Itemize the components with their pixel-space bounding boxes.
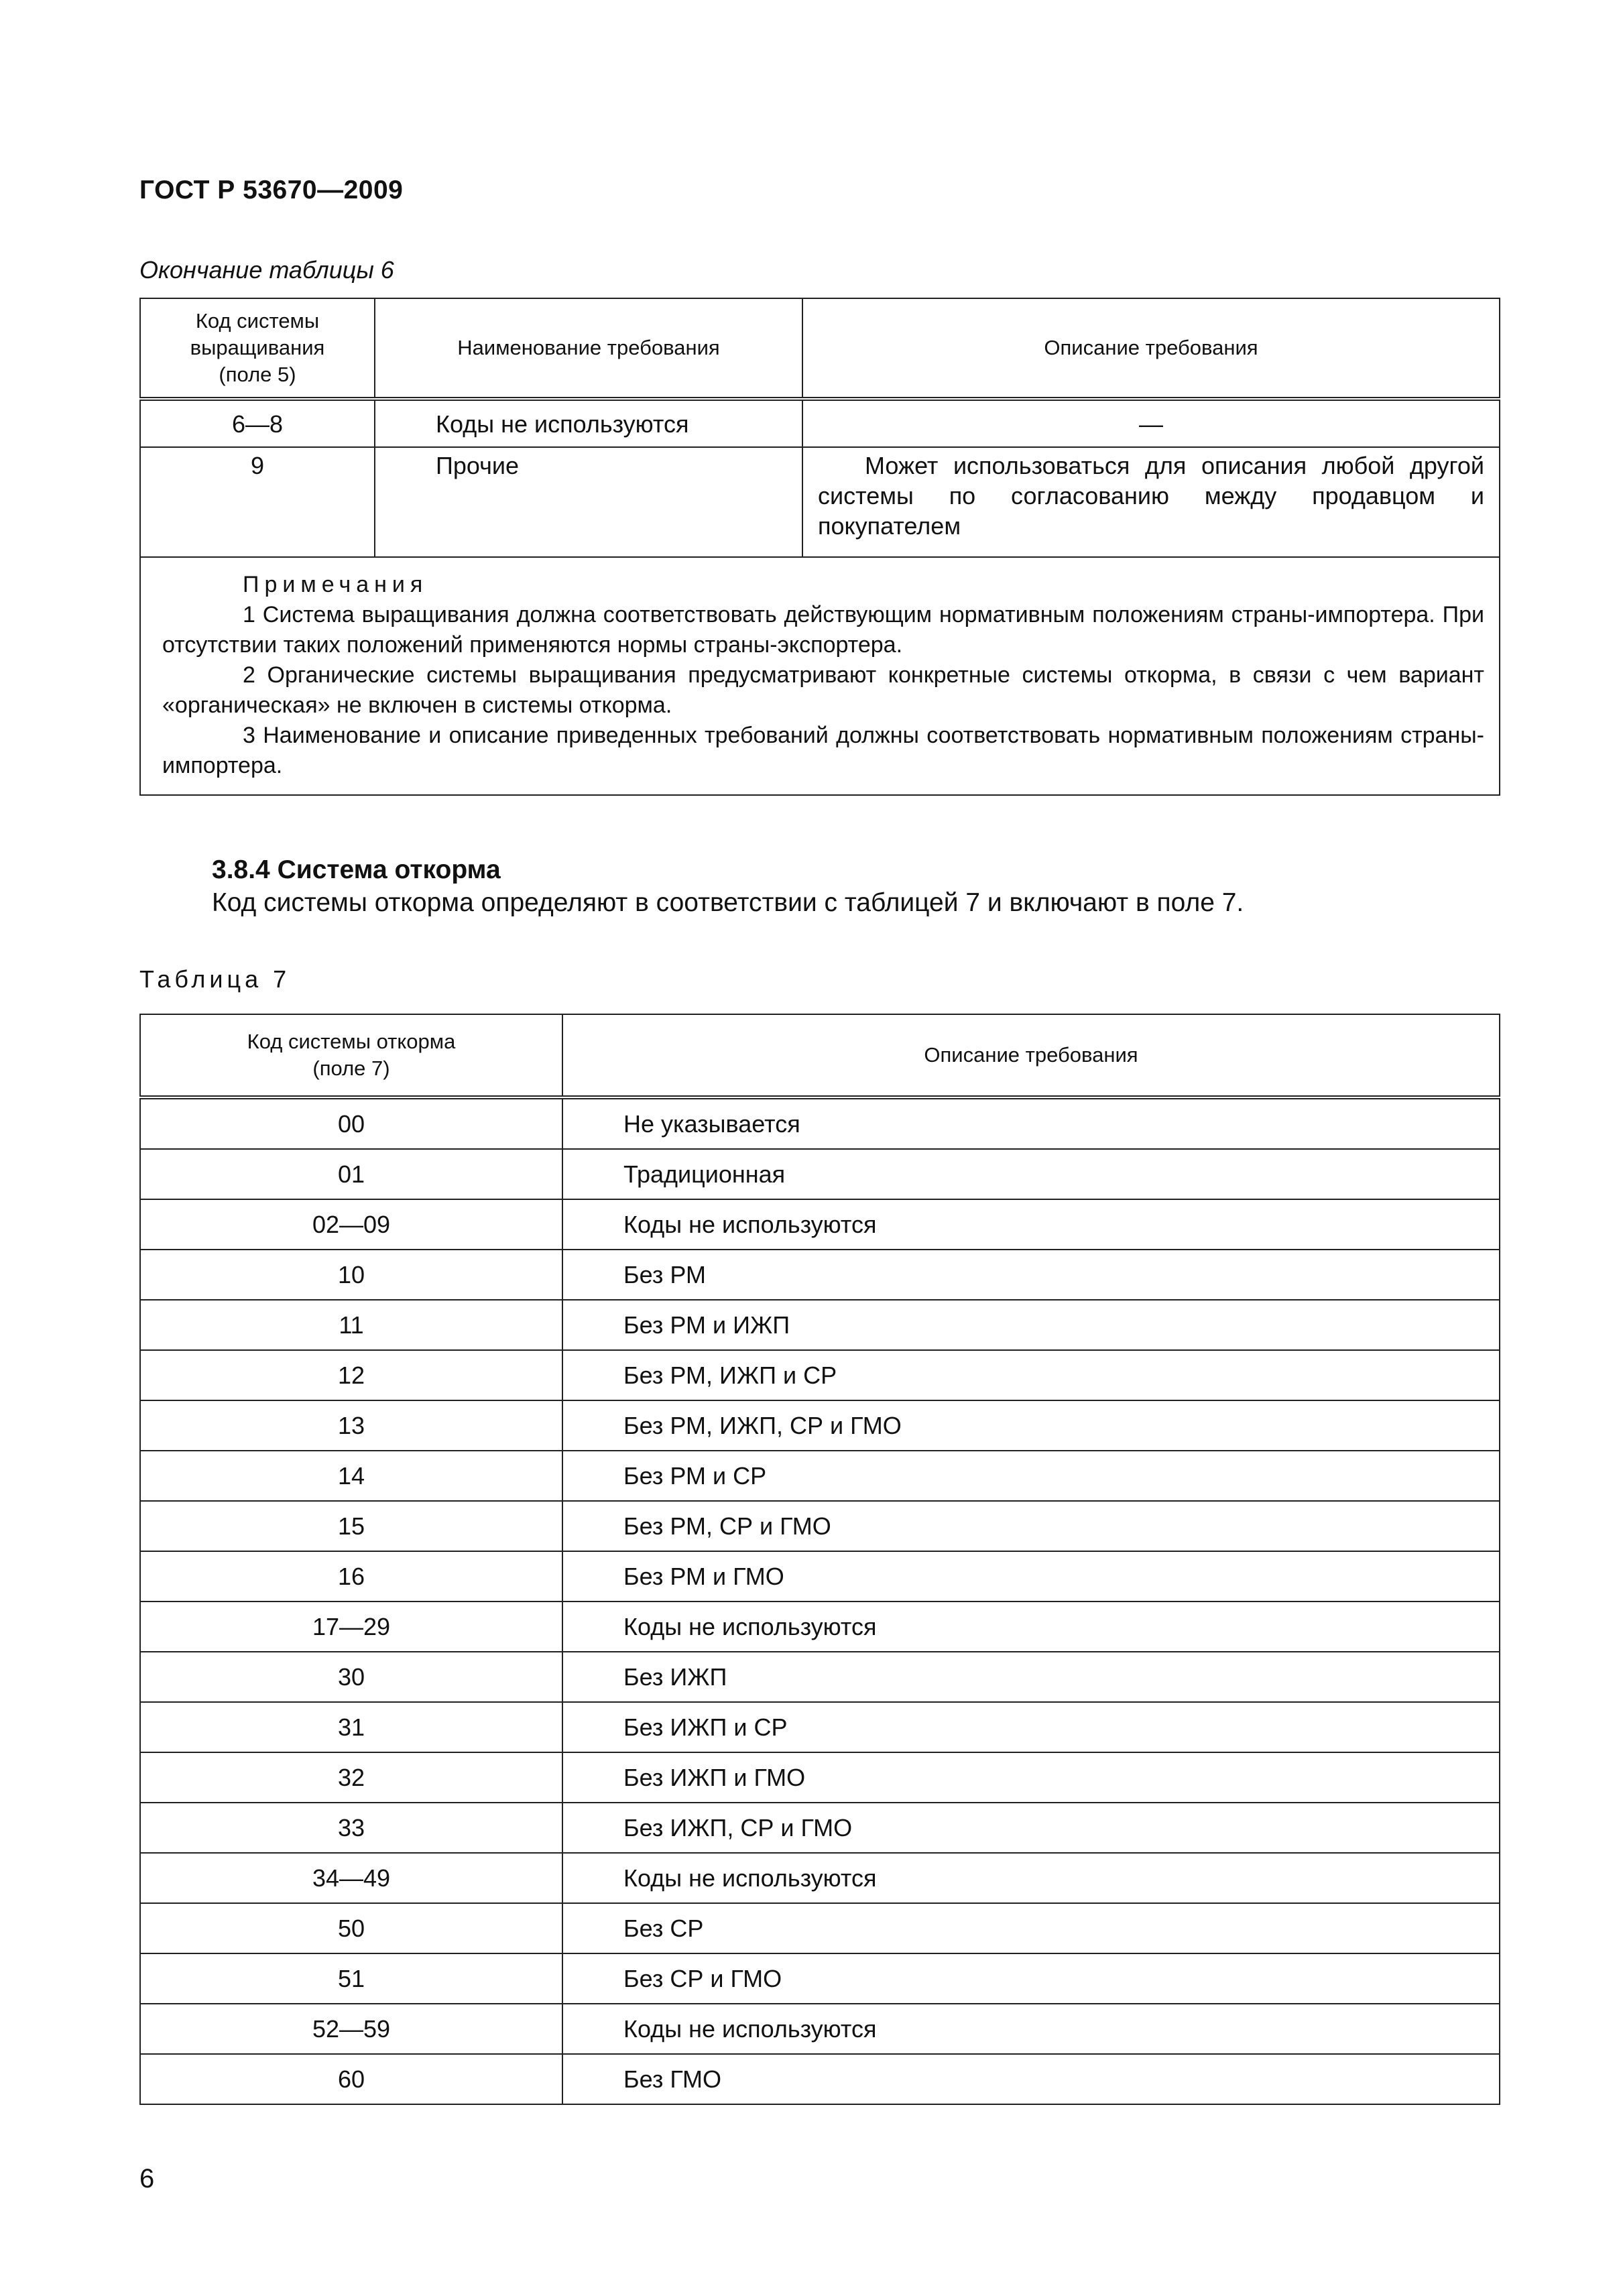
table-header-row (140, 298, 1500, 399)
table-row (140, 1149, 1500, 1199)
table-row (140, 2004, 1500, 2054)
notes-title: Примечания (243, 572, 428, 597)
table-row (140, 1501, 1500, 1551)
table-row (140, 1097, 1500, 1149)
cell-code: 14 (140, 1451, 562, 1501)
cell-code: 10 (140, 1250, 562, 1300)
cell-code: 51 (140, 1953, 562, 2004)
cell-code: 30 (140, 1652, 562, 1702)
cell-code: 31 (140, 1702, 562, 1752)
table-row (140, 2054, 1500, 2104)
table-row (140, 447, 1500, 557)
cell-description: Без СР (562, 1903, 1500, 1953)
cell-code: 13 (140, 1400, 562, 1451)
cell-code: 17—29 (140, 1602, 562, 1652)
cell-description: Без ИЖП и СР (562, 1702, 1500, 1752)
table-notes (140, 557, 1500, 795)
cell-name: Прочие (375, 447, 802, 557)
table-row (140, 1199, 1500, 1250)
note-item: 2 Органические системы выращивания предусматривают конкретные системы откорма, в связи с чем вариант «органическая» не включен в системы откорма. (162, 662, 1484, 718)
cell-description: Коды не используются (562, 2004, 1500, 2054)
cell-code: 52—59 (140, 2004, 562, 2054)
section-text: Код системы откорма определяют в соответствии с таблицей 7 и включают в поле 7. (212, 888, 1244, 917)
cell-code: 12 (140, 1350, 562, 1400)
cell-description: Без РМ, СР и ГМО (562, 1501, 1500, 1551)
table-row (140, 399, 1500, 447)
cell-description: Коды не используются (562, 1602, 1500, 1652)
table-row (140, 1702, 1500, 1752)
column-header-code: Код системы откорма (поле 7) (140, 1014, 562, 1097)
table-header-row (140, 1014, 1500, 1097)
cell-description: Без РМ и ИЖП (562, 1300, 1500, 1350)
cell-code: 50 (140, 1903, 562, 1953)
cell-code: 32 (140, 1752, 562, 1803)
cell-code: 6—8 (140, 399, 375, 447)
cell-code: 01 (140, 1149, 562, 1199)
table-row (140, 1451, 1500, 1501)
cell-name: Коды не используются (375, 399, 802, 447)
table-7 (139, 1014, 1500, 2105)
table-row (140, 1400, 1500, 1451)
cell-description: Без СР и ГМО (562, 1953, 1500, 2004)
cell-description: Без ГМО (562, 2054, 1500, 2104)
cell-description: — (802, 399, 1500, 447)
table-row (140, 1350, 1500, 1400)
cell-description: Традиционная (562, 1149, 1500, 1199)
cell-code: 34—49 (140, 1853, 562, 1903)
column-header-description: Описание требования (562, 1014, 1500, 1097)
cell-description: Без РМ (562, 1250, 1500, 1300)
table-row (140, 1752, 1500, 1803)
cell-description: Без РМ, ИЖП, СР и ГМО (562, 1400, 1500, 1451)
table7-caption: Таблица 7 (139, 965, 291, 993)
table-row (140, 1250, 1500, 1300)
table6-caption: Окончание таблицы 6 (139, 256, 394, 284)
cell-description: Без ИЖП и ГМО (562, 1752, 1500, 1803)
cell-code: 00 (140, 1097, 562, 1149)
page-number: 6 (139, 2164, 155, 2193)
cell-code: 16 (140, 1551, 562, 1602)
cell-code: 9 (140, 447, 375, 557)
section-title: 3.8.4 Система откорма (212, 855, 501, 884)
cell-description: Не указывается (562, 1097, 1500, 1149)
table-row (140, 1652, 1500, 1702)
column-header-description: Описание требования (802, 298, 1500, 399)
cell-code: 33 (140, 1803, 562, 1853)
table-row (140, 1300, 1500, 1350)
cell-description: Без РМ, ИЖП и СР (562, 1350, 1500, 1400)
table-row (140, 1602, 1500, 1652)
cell-code: 02—09 (140, 1199, 562, 1250)
cell-description: Без РМ и СР (562, 1451, 1500, 1501)
table-row (140, 1853, 1500, 1903)
cell-description: Без РМ и ГМО (562, 1551, 1500, 1602)
document-header: ГОСТ Р 53670—2009 (139, 176, 404, 204)
cell-code: 15 (140, 1501, 562, 1551)
table-row (140, 1903, 1500, 1953)
cell-description: Коды не используются (562, 1199, 1500, 1250)
table-row (140, 1803, 1500, 1853)
column-header-name: Наименование требования (375, 298, 802, 399)
table-row (140, 1953, 1500, 2004)
note-item: 3 Наименование и описание приведенных требований должны соответствовать нормативным положениям страны-импортера. (162, 723, 1484, 778)
note-item: 1 Система выращивания должна соответствовать действующим нормативным положениям страны-импортера. При отсутствии таких положений применяются нормы страны-экспортера. (162, 602, 1484, 658)
cell-description: Без ИЖП (562, 1652, 1500, 1702)
table-row (140, 1551, 1500, 1602)
cell-description: Может использоваться для описания любой другой системы по согласованию между продавцом и покупателем (802, 447, 1500, 557)
table-notes-row (140, 557, 1500, 795)
cell-description: Коды не используются (562, 1853, 1500, 1903)
cell-code: 11 (140, 1300, 562, 1350)
table-body (140, 1097, 1500, 2104)
cell-description: Без ИЖП, СР и ГМО (562, 1803, 1500, 1853)
column-header-code: Код системы выращивания (поле 5) (140, 298, 375, 399)
cell-code: 60 (140, 2054, 562, 2104)
table-6 (139, 298, 1500, 796)
